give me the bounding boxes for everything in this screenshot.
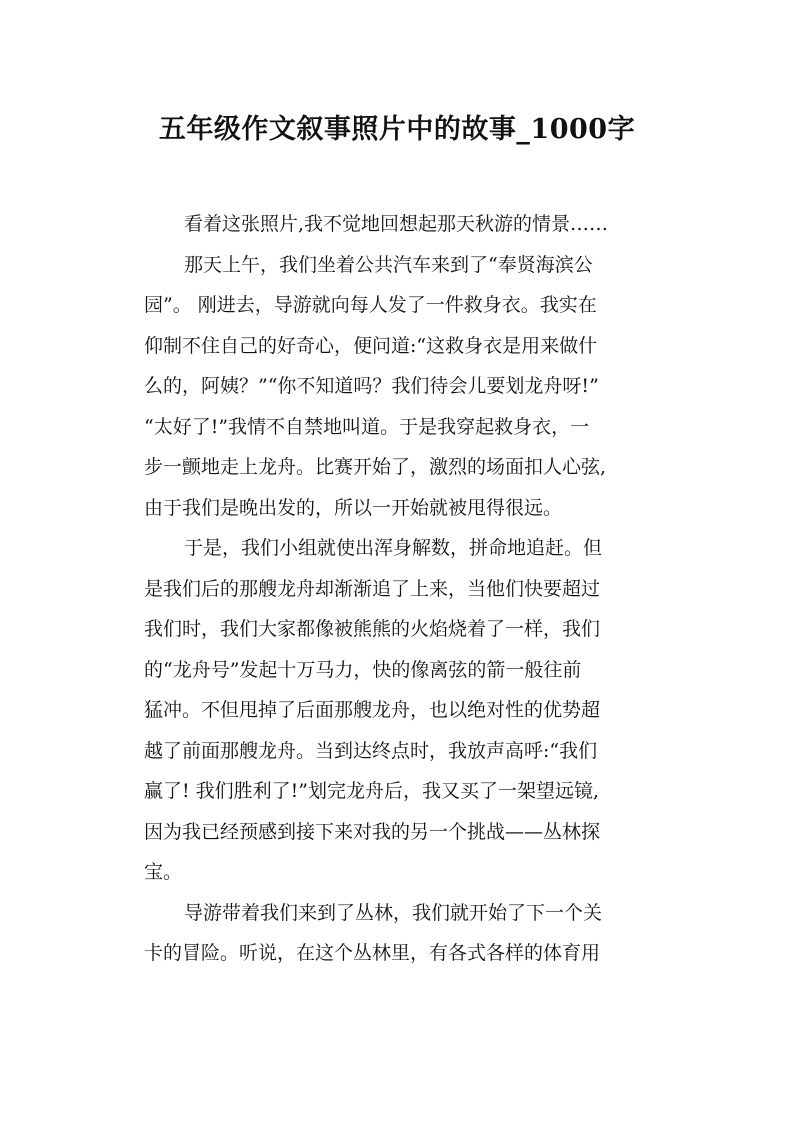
document-title: 五年级作文叙事照片中的故事_1000字: [158, 114, 636, 145]
paragraph-line: 的“龙舟号”发起十万马力，快的像离弦的箭一般往前: [144, 658, 582, 681]
paragraph-line: 越了前面那艘龙舟。当到达终点时，我放声高呼:“我们: [144, 739, 598, 762]
paragraph-line: 于是，我们小组就使出浑身解数，拼命地追赶。但: [184, 537, 603, 559]
paragraph-line: 因为我已经预感到接下来对我的另一个挑战——丛林探: [144, 820, 601, 843]
paragraph-line: 是我们后的那艘龙舟却渐渐追了上来，当他们快要超过: [144, 577, 601, 600]
paragraph-line: 步一颤地走上龙舟。比赛开始了，激烈的场面扣人心弦,: [144, 456, 607, 478]
paragraph-line: 赢了! 我们胜利了!”划完龙舟后，我又买了一架望远镜,: [144, 780, 600, 802]
paragraph-line: 园”。 刚进去，导游就向每人发了一件救身衣。我实在: [144, 294, 597, 316]
paragraph-line: 宝。: [144, 861, 183, 883]
paragraph-line: 猛冲。不但甩掉了后面那艘龙舟，也以绝对性的优势超: [144, 699, 601, 721]
paragraph-line: 那天上午，我们坐着公共汽车来到了“奉贤海滨公: [184, 253, 593, 276]
paragraph-line: 我们时，我们大家都像被熊熊的火焰烧着了一样，我们: [144, 618, 601, 640]
paragraph-line: 由于我们是晚出发的，所以一开始就被甩得很远。: [144, 496, 563, 519]
essay-body: [144, 204, 664, 974]
paragraph-line: 仰制不住自己的好奇心，便问道:“这救身衣是用来做什: [144, 334, 598, 357]
paragraph-line: 卡的冒险。听说，在这个丛林里，有各式各样的体育用: [144, 942, 601, 964]
paragraph-line: 么的，阿姨？”“你不知道吗？我们待会儿要划龙舟呀!”: [144, 375, 599, 397]
paragraph-line: 看着这张照片,我不觉地回想起那天秋游的情景……: [184, 213, 609, 235]
paragraph-line: “太好了!”我情不自禁地叫道。于是我穿起救身衣，一: [144, 415, 590, 438]
paragraph-line: 导游带着我们来到了丛林，我们就开始了下一个关: [184, 901, 603, 924]
